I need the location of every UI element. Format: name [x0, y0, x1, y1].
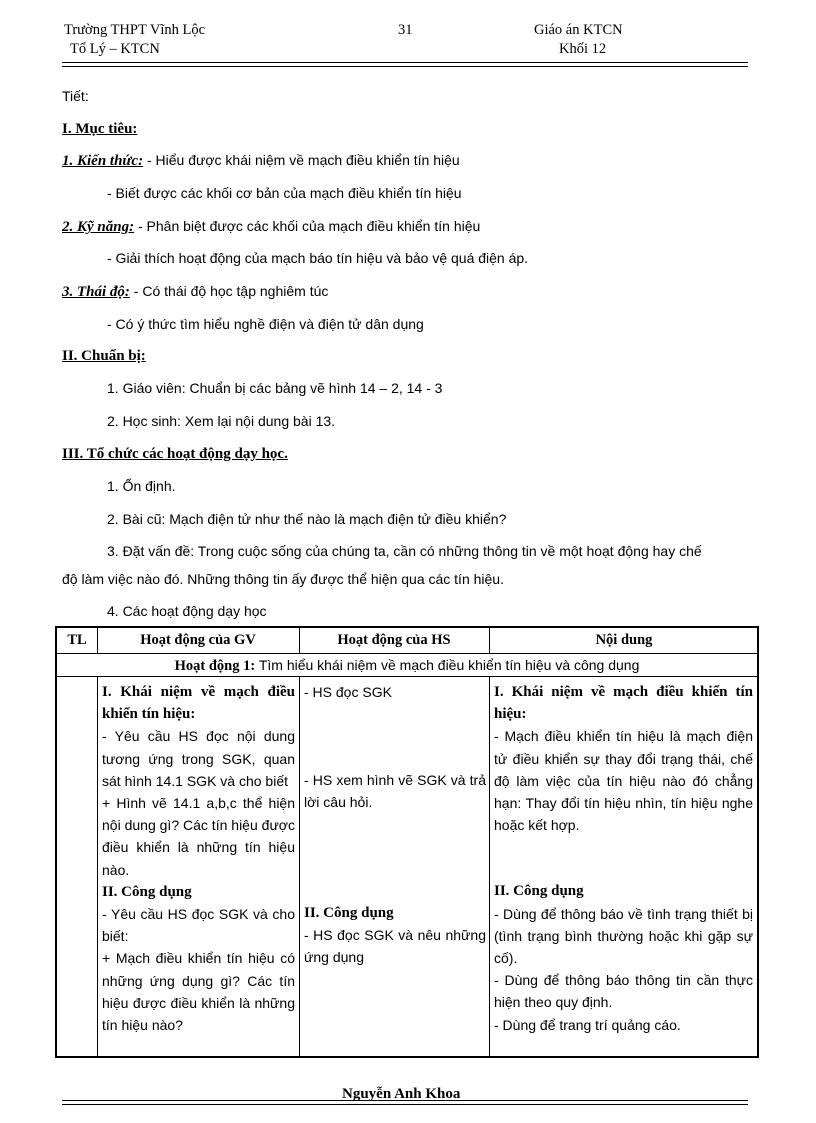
content-cell: [494, 681, 753, 1036]
teacher-text-1: - Yêu cầu HS đọc nội dung tương ứng trong SGK, quan sát hình 14.1 SGK và cho biết: [102, 728, 295, 789]
attitude-label: 3. Thái độ:: [62, 284, 130, 300]
content-text-3: - Dùng để thông báo thông tin cần thực hiện theo quy định.: [494, 972, 753, 1011]
teacher-cell: [102, 681, 295, 1036]
teacher-text-4: + Mạch điều khiển tín hiệu có những ứng dụng gì? Các tín hiệu được điều khiển là những tín hiệu nào?: [102, 950, 295, 1034]
prep-teacher: 1. Giáo viên: Chuẩn bị các bảng vẽ hình 14 – 2, 14 - 3: [107, 380, 443, 396]
content-text-4: - Dùng để trang trí quảng cáo.: [494, 1016, 681, 1033]
department-name: Tổ Lý – KTCN: [70, 41, 160, 57]
document-type: Giáo án KTCN: [534, 22, 623, 38]
content-text-2: - Dùng để thông báo về tình trạng thiết bị (tình trạng bình thường hoặc khi gặp sự cố).: [494, 905, 753, 967]
section-preparation-title: II. Chuẩn bị:: [62, 348, 146, 364]
column-header-student: Hoạt động của HS: [337, 632, 451, 648]
student-text-3: - HS đọc SGK và nêu những ứng dụng: [304, 926, 486, 966]
knowledge-label: 1. Kiến thức:: [62, 153, 144, 169]
knowledge-line-2: - Biết được các khối cơ bản của mạch điều khiển tín hiệu: [107, 185, 462, 201]
attitude-text-1: - Có thái độ học tập nghiêm túc: [129, 283, 329, 299]
author-name: Nguyễn Anh Khoa: [342, 1086, 461, 1102]
activity-label: Hoạt động 1:: [174, 658, 256, 674]
attitude-line-1: [62, 283, 328, 301]
col-divider-3: [489, 628, 490, 1056]
content-heading-concept: I. Khái niệm về mạch điều khiển tín hiệu:: [494, 684, 753, 723]
teacher-heading-concept: I. Khái niệm về mạch điều khiển tín hiệu:: [102, 684, 295, 723]
activity-row: [57, 654, 757, 676]
activity-stabilize: 1. Ổn định.: [107, 478, 176, 494]
footer-rule-top: [62, 1100, 748, 1101]
section-objectives-title: I. Mục tiêu:: [62, 121, 138, 137]
skill-label: 2. Kỹ năng:: [62, 219, 135, 235]
section-activities-title: III. Tổ chức các hoạt động dạy học.: [62, 446, 288, 462]
student-text-1: - HS đọc SGK: [304, 684, 392, 700]
activity-text: Tìm hiểu khái niệm về mạch điều khiển tín hiệu và công dụng: [255, 657, 640, 673]
header-rule-top: [62, 62, 748, 63]
teacher-text-3: - Yêu cầu HS đọc SGK và cho biết:: [102, 906, 295, 945]
footer-rule-bottom: [62, 1104, 748, 1105]
teacher-heading-usage: II. Công dụng: [102, 883, 192, 900]
column-header-teacher: Hoạt động của GV: [140, 632, 256, 648]
activity-teaching: 4. Các hoạt động dạy học: [107, 603, 267, 619]
column-header-content: Nội dung: [595, 632, 653, 648]
activity-problem-line-2: độ làm việc nào đó. Những thông tin ấy được thể hiện qua các tín hiệu.: [62, 571, 504, 587]
activity-row-divider: [57, 676, 757, 677]
teacher-text-2: + Hình vẽ 14.1 a,b,c thể hiện nội dung gì? Các tín hiệu được điều khiển là những tín hiệu nào.: [102, 795, 295, 878]
grade-label: Khối 12: [559, 41, 607, 57]
column-header-tl: TL: [67, 632, 87, 648]
page-number: 31: [398, 22, 413, 38]
knowledge-text-1: - Hiểu được khái niệm về mạch điều khiển tín hiệu: [143, 152, 460, 168]
school-name: Trường THPT Vĩnh Lộc: [64, 22, 206, 38]
student-cell: [304, 681, 486, 968]
header-rule-bottom: [62, 66, 748, 67]
prep-student: 2. Học sinh: Xem lại nội dung bài 13.: [107, 413, 336, 429]
lesson-period: Tiết:: [62, 88, 89, 104]
skill-line-2: - Giải thích hoạt động của mạch báo tín hiệu và bảo vệ quá điện áp.: [107, 250, 529, 266]
skill-line-1: [62, 218, 480, 236]
student-text-2: - HS xem hình vẽ SGK và trả lời câu hỏi.: [304, 772, 486, 811]
student-heading-usage: II. Công dụng: [304, 904, 394, 921]
knowledge-line-1: [62, 152, 460, 170]
col-divider-2: [299, 628, 300, 1056]
content-text-1: - Mạch điều khiển tín hiệu là mạch điện tử điều khiển sự thay đổi trạng thái, chế độ làm việc của tín hiệu nào đó chẳng hạn: Thay đổi tín hiệu nhìn, tín hiệu nghe hoặc kết hợp.: [494, 728, 753, 834]
content-heading-usage: II. Công dụng: [494, 883, 584, 900]
col-divider-1: [97, 628, 98, 1056]
activity-problem-line-1: 3. Đặt vấn đề: Trong cuộc sống của chúng ta, cần có những thông tin về một hoạt động hay chế: [107, 543, 702, 559]
skill-text-1: - Phân biệt được các khối của mạch điều khiển tín hiệu: [134, 218, 481, 234]
activity-table: [55, 626, 759, 1058]
attitude-line-2: - Có ý thức tìm hiểu nghề điện và điện tử dân dụng: [107, 316, 424, 332]
activity-old-lesson: 2. Bài cũ: Mạch điện tử như thế nào là mạch điện tử điều khiển?: [107, 511, 507, 527]
